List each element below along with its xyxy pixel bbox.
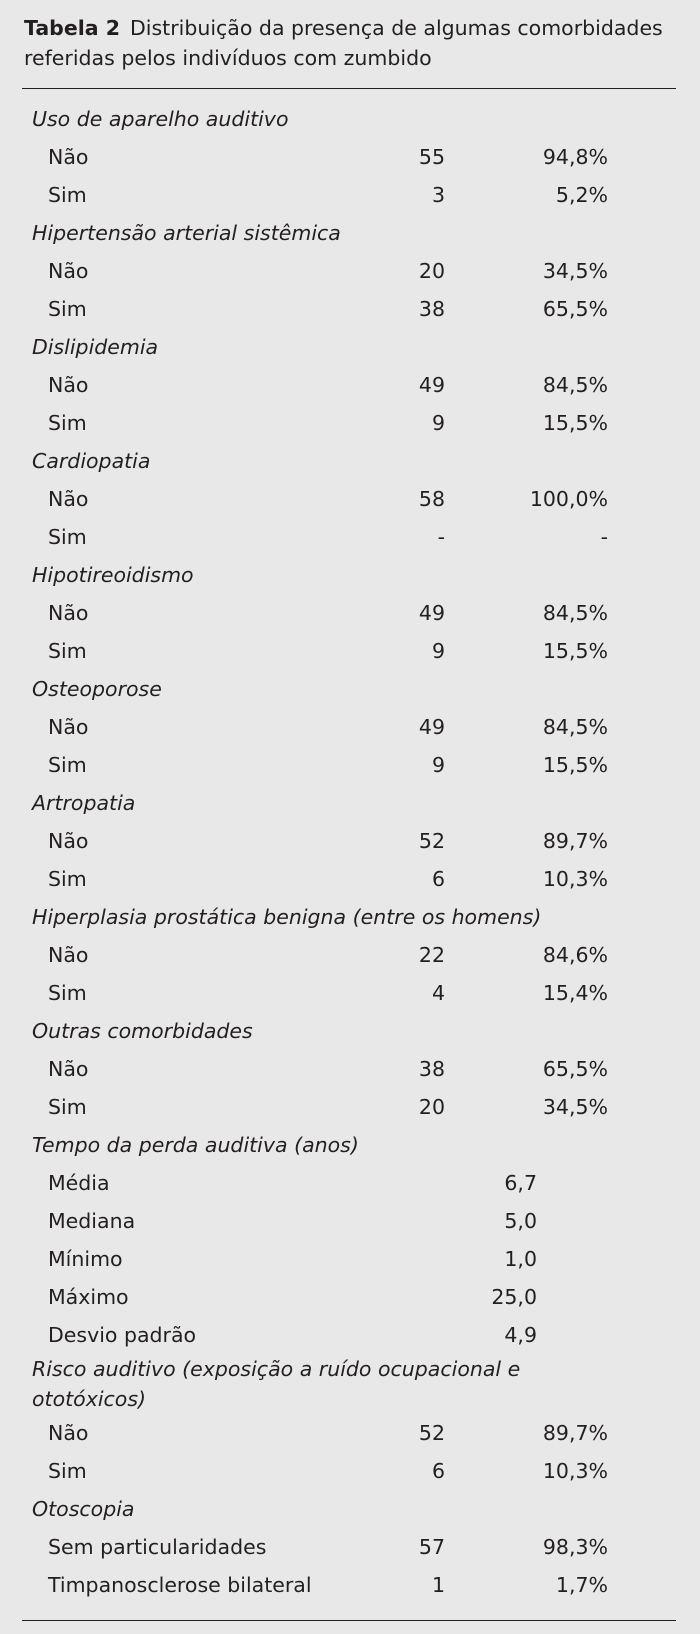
table-row xyxy=(0,518,700,556)
section-title: Osteoporose xyxy=(32,677,162,701)
table-row xyxy=(0,1278,700,1316)
stat-value: 5,0 xyxy=(504,1209,537,1233)
table-row xyxy=(0,1414,700,1452)
row-label: Não xyxy=(48,259,89,283)
row-label: Sim xyxy=(48,525,87,549)
count-cell: 52 xyxy=(418,1421,445,1445)
table-row xyxy=(0,594,700,632)
table-row xyxy=(0,290,700,328)
percent-cell: 65,5% xyxy=(542,1057,608,1081)
count-cell: 1 xyxy=(431,1573,445,1597)
table-row xyxy=(0,1164,700,1202)
row-label: Sim xyxy=(48,639,87,663)
count-cell: 49 xyxy=(418,715,445,739)
count-cell: 6 xyxy=(431,1459,445,1483)
percent-cell: 10,3% xyxy=(542,867,608,891)
table-row xyxy=(0,1240,700,1278)
section-title: Otoscopia xyxy=(32,1497,135,1521)
section-title: Outras comorbidades xyxy=(32,1019,253,1043)
percent-cell: 84,5% xyxy=(542,373,608,397)
table-row xyxy=(0,1566,700,1604)
count-cell: 52 xyxy=(418,829,445,853)
section-title: Uso de aparelho auditivo xyxy=(32,107,289,131)
count-cell: 38 xyxy=(418,297,445,321)
stat-value: 1,0 xyxy=(504,1247,537,1271)
row-label: Sim xyxy=(48,1095,87,1119)
section-header xyxy=(0,670,700,708)
row-label: Não xyxy=(48,1057,89,1081)
section-title: Hipotireoidismo xyxy=(32,563,194,587)
table-row xyxy=(0,138,700,176)
section-header xyxy=(0,898,700,936)
percent-cell: 5,2% xyxy=(555,183,608,207)
count-cell: 58 xyxy=(418,487,445,511)
row-label: Sim xyxy=(48,1459,87,1483)
row-label: Não xyxy=(48,145,89,169)
count-cell: 4 xyxy=(431,981,445,1005)
percent-cell: 89,7% xyxy=(542,1421,608,1445)
table-row xyxy=(0,632,700,670)
row-label: Sem particularidades xyxy=(48,1535,267,1559)
row-label: Sim xyxy=(48,297,87,321)
percent-cell: - xyxy=(600,525,608,549)
count-cell: 49 xyxy=(418,601,445,625)
section-header xyxy=(0,1012,700,1050)
table-row xyxy=(0,974,700,1012)
section-header xyxy=(0,442,700,480)
row-label: Não xyxy=(48,829,89,853)
count-cell: 20 xyxy=(418,259,445,283)
row-label: Não xyxy=(48,601,89,625)
table-row xyxy=(0,404,700,442)
count-cell: 20 xyxy=(418,1095,445,1119)
table-row xyxy=(0,366,700,404)
table-body xyxy=(0,100,700,1604)
section-header xyxy=(0,100,700,138)
row-label: Timpanosclerose bilateral xyxy=(48,1573,312,1597)
section-title: Artropatia xyxy=(32,791,136,815)
section-title: Cardiopatia xyxy=(32,449,151,473)
row-label: Sim xyxy=(48,411,87,435)
table-caption xyxy=(24,13,684,73)
percent-cell: 65,5% xyxy=(542,297,608,321)
table-row xyxy=(0,176,700,214)
count-cell: 57 xyxy=(418,1535,445,1559)
table-row xyxy=(0,860,700,898)
section-header xyxy=(0,556,700,594)
count-cell: 3 xyxy=(431,183,445,207)
percent-cell: 84,6% xyxy=(542,943,608,967)
table-number: Tabela 2 xyxy=(24,16,121,40)
section-title: Hipertensão arterial sistêmica xyxy=(32,221,341,245)
table-row xyxy=(0,1452,700,1490)
section-title: Hiperplasia prostática benigna (entre os homens) xyxy=(32,905,542,929)
percent-cell: 15,4% xyxy=(542,981,608,1005)
table-row xyxy=(0,936,700,974)
count-cell: 55 xyxy=(418,145,445,169)
section-title: Tempo da perda auditiva (anos) xyxy=(32,1133,359,1157)
row-label: Sim xyxy=(48,183,87,207)
percent-cell: 34,5% xyxy=(542,1095,608,1119)
percent-cell: 94,8% xyxy=(542,145,608,169)
row-label: Não xyxy=(48,715,89,739)
table-row xyxy=(0,1316,700,1354)
table-row xyxy=(0,822,700,860)
table-row xyxy=(0,252,700,290)
section-header xyxy=(0,214,700,252)
table-title: Distribuição da presença de algumas comorbidades referidas pelos indivíduos com zumbido xyxy=(24,16,663,70)
table-row xyxy=(0,1088,700,1126)
percent-cell: 34,5% xyxy=(542,259,608,283)
table-row xyxy=(0,1528,700,1566)
count-cell: 49 xyxy=(418,373,445,397)
row-label: Sim xyxy=(48,753,87,777)
percent-cell: 15,5% xyxy=(542,411,608,435)
row-label: Não xyxy=(48,1421,89,1445)
table-row xyxy=(0,1050,700,1088)
bottom-rule xyxy=(22,1620,676,1621)
count-cell: 9 xyxy=(431,411,445,435)
row-label: Sim xyxy=(48,867,87,891)
stat-value: 25,0 xyxy=(491,1285,537,1309)
percent-cell: 98,3% xyxy=(542,1535,608,1559)
row-label: Não xyxy=(48,373,89,397)
percent-cell: 89,7% xyxy=(542,829,608,853)
percent-cell: 84,5% xyxy=(542,715,608,739)
percent-cell: 15,5% xyxy=(542,753,608,777)
count-cell: 38 xyxy=(418,1057,445,1081)
section-title: Risco auditivo (exposição a ruído ocupacional e ototóxicos) xyxy=(32,1357,521,1411)
section-header xyxy=(0,1490,700,1528)
table-row xyxy=(0,480,700,518)
stat-value: 4,9 xyxy=(504,1323,537,1347)
count-cell: 22 xyxy=(418,943,445,967)
count-cell: 9 xyxy=(431,639,445,663)
row-label: Desvio padrão xyxy=(48,1323,197,1347)
row-label: Não xyxy=(48,943,89,967)
row-label: Não xyxy=(48,487,89,511)
section-header xyxy=(0,1126,700,1164)
section-title: Dislipidemia xyxy=(32,335,159,359)
section-header xyxy=(0,784,700,822)
row-label: Média xyxy=(48,1171,110,1195)
count-cell: 6 xyxy=(431,867,445,891)
percent-cell: 15,5% xyxy=(542,639,608,663)
count-cell: - xyxy=(437,525,445,549)
table-row xyxy=(0,746,700,784)
top-rule xyxy=(22,88,676,89)
section-header xyxy=(0,328,700,366)
percent-cell: 1,7% xyxy=(555,1573,608,1597)
stat-value: 6,7 xyxy=(504,1171,537,1195)
percent-cell: 84,5% xyxy=(542,601,608,625)
percent-cell: 10,3% xyxy=(542,1459,608,1483)
section-header xyxy=(0,1354,700,1414)
row-label: Máximo xyxy=(48,1285,129,1309)
row-label: Mínimo xyxy=(48,1247,123,1271)
row-label: Sim xyxy=(48,981,87,1005)
table-row xyxy=(0,708,700,746)
percent-cell: 100,0% xyxy=(529,487,608,511)
row-label: Mediana xyxy=(48,1209,136,1233)
table-row xyxy=(0,1202,700,1240)
count-cell: 9 xyxy=(431,753,445,777)
